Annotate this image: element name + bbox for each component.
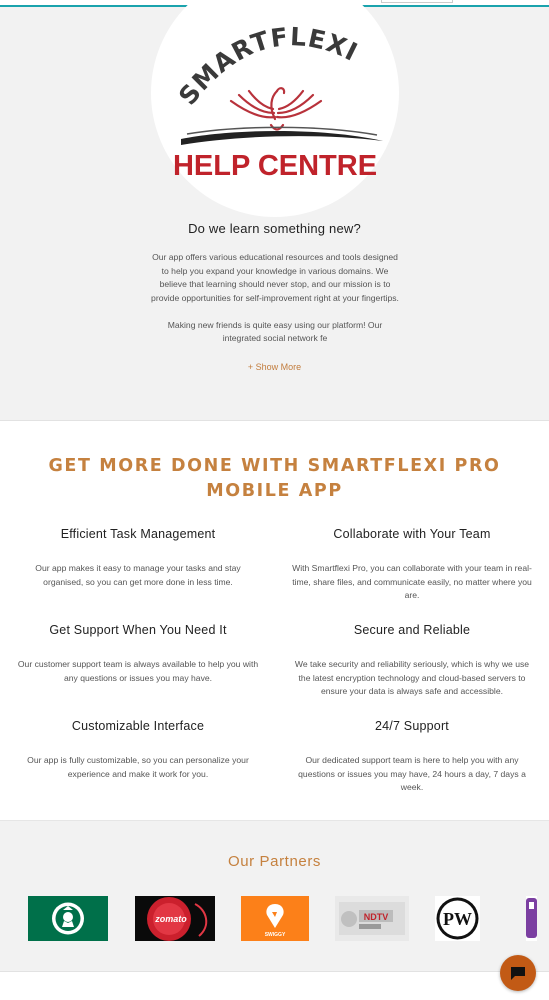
feature-description: Our app makes it easy to manage your tasks and stay organised, so you can get more done in less time. [35,563,241,587]
features-section [0,422,549,820]
chat-button[interactable] [500,955,536,991]
hero-description [150,251,400,359]
feature-card [284,526,540,603]
feature-card [10,718,266,781]
zomato-logo[interactable] [135,896,215,941]
feature-description: Our dedicated support team is here to help you with any questions or issues you may have, 24 hours a day, 7 days a week. [298,755,526,792]
logo-artwork [151,0,399,217]
help-centre-logo [151,0,399,217]
hero-title: Do we learn something new? [188,221,361,236]
feature-title: Get Support When You Need It [49,623,227,637]
swiggy-logo-text: SWIGGY [264,932,286,938]
features-heading: GET MORE DONE WITH SMARTFLEXI PRO MOBILE APP [48,456,501,501]
feature-description: Our customer support team is always available to help you with any questions or issues you may have. [17,659,259,683]
feature-title: 24/7 Support [375,719,449,733]
logo-subtitle: HELP CENTRE [172,150,378,182]
partial-purple-logo[interactable] [526,896,537,941]
feature-title: Efficient Task Management [60,527,216,541]
feature-card [10,526,266,589]
show-more-link[interactable]: + Show More [247,362,302,372]
svg-text:SMARTFLEXI PRO [151,0,372,111]
feature-card [10,622,266,685]
ndtv-logo[interactable] [335,896,409,941]
pw-logo-text: PW [443,909,472,929]
feature-description: Our app is fully customizable, so you can personalize your experience and make it work for you. [27,755,249,779]
physicswallah-logo[interactable] [435,896,480,941]
hero-section [0,7,549,421]
feature-title: Secure and Reliable [353,623,471,637]
ndtv-logo-text: NDTV [363,912,389,922]
feature-description: We take security and reliability seriously, which is why we use the latest encryption technology and cloud-based servers to ensure your data is always safe and accessible. [294,659,530,696]
feature-title: Collaborate with Your Team [333,527,491,541]
feature-card [284,718,540,795]
chat-bubble-icon [509,964,527,982]
hero-paragraph: Our app offers various educational resources and tools designed to help you expand your knowledge in various domains. We believe that learning should never stop, and our mission is to provide opportunities for self-improvement right at your fingertips. [151,252,399,303]
phoenix-bird-icon [231,88,321,129]
partners-title: Our Partners [227,853,322,870]
starbucks-logo[interactable] [28,896,108,941]
feature-description: With Smartflexi Pro, you can collaborate with your team in real-time, share files, and communicate easily, no matter where you are. [292,563,532,600]
partners-section [0,820,549,972]
logo-wordmark: SMARTFLEXI [173,21,363,111]
feature-card [284,622,540,699]
zomato-logo-text: zomato [155,914,187,924]
feature-title: Customizable Interface [71,719,205,733]
hero-paragraph: Making new friends is quite easy using our platform! Our integrated social network fe [167,319,383,343]
page-footer-space [0,973,549,1000]
swiggy-logo[interactable] [241,896,309,941]
